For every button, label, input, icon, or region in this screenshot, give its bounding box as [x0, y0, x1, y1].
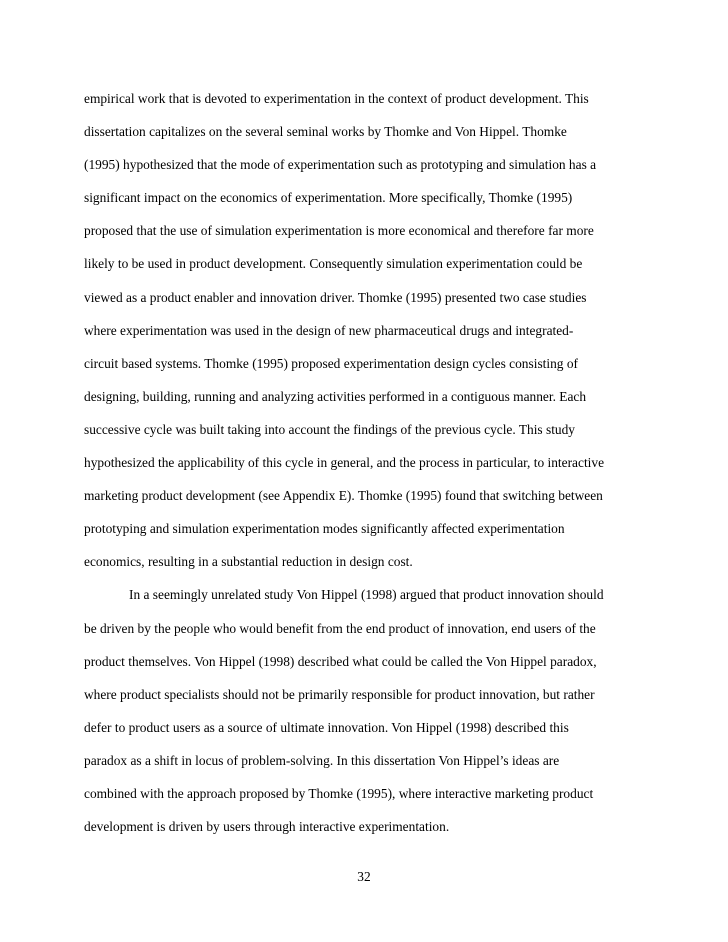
text-line: hypothesized the applicability of this cycle in general, and the process in particular, to interactive	[84, 455, 605, 471]
text-line: proposed that the use of simulation experimentation is more economical and therefore far more	[84, 223, 594, 239]
text-line: dissertation capitalizes on the several seminal works by Thomke and Von Hippel. Thomke	[84, 124, 567, 140]
text-line: designing, building, running and analyzing activities performed in a contiguous manner. Each	[84, 388, 587, 404]
text-line: successive cycle was built taking into account the findings of the previous cycle. This study	[84, 421, 576, 437]
text-line: likely to be used in product development. Consequently simulation experimentation could be	[84, 256, 583, 272]
text-line: development is driven by users through interactive experimentation.	[84, 819, 450, 835]
body-text	[84, 82, 644, 843]
text-line: economics, resulting in a substantial reduction in design cost.	[84, 554, 413, 570]
text-line: viewed as a product enabler and innovation driver. Thomke (1995) presented two case studies	[84, 289, 587, 305]
text-line: where experimentation was used in the design of new pharmaceutical drugs and integrated-	[84, 322, 574, 338]
text-line: paradox as a shift in locus of problem-solving. In this dissertation Von Hippel’s ideas are	[84, 752, 560, 768]
text-line: significant impact on the economics of experimentation. More specifically, Thomke (1995)	[84, 190, 573, 206]
text-line: combined with the approach proposed by Thomke (1995), where interactive marketing product	[84, 785, 594, 801]
text-line: marketing product development (see Appendix E). Thomke (1995) found that switching between	[84, 488, 603, 504]
text-line: empirical work that is devoted to experimentation in the context of product development. This	[84, 91, 589, 106]
text-line: be driven by the people who would benefit from the end product of innovation, end users of the	[84, 620, 596, 636]
page-number: 32	[357, 869, 371, 884]
text-line: product themselves. Von Hippel (1998) described what could be called the Von Hippel paradox,	[84, 653, 597, 669]
text-line: where product specialists should not be primarily responsible for product innovation, but rather	[84, 686, 595, 702]
paragraph-start-line: In a seemingly unrelated study Von Hippel (1998) argued that product innovation should	[129, 587, 604, 603]
text-line: circuit based systems. Thomke (1995) proposed experimentation design cycles consisting of	[84, 355, 578, 371]
text-line: (1995) hypothesized that the mode of experimentation such as prototyping and simulation has a	[84, 157, 597, 173]
text-line: prototyping and simulation experimentation modes significantly affected experimentation	[84, 521, 565, 537]
text-line: defer to product users as a source of ultimate innovation. Von Hippel (1998) described this	[84, 719, 569, 735]
